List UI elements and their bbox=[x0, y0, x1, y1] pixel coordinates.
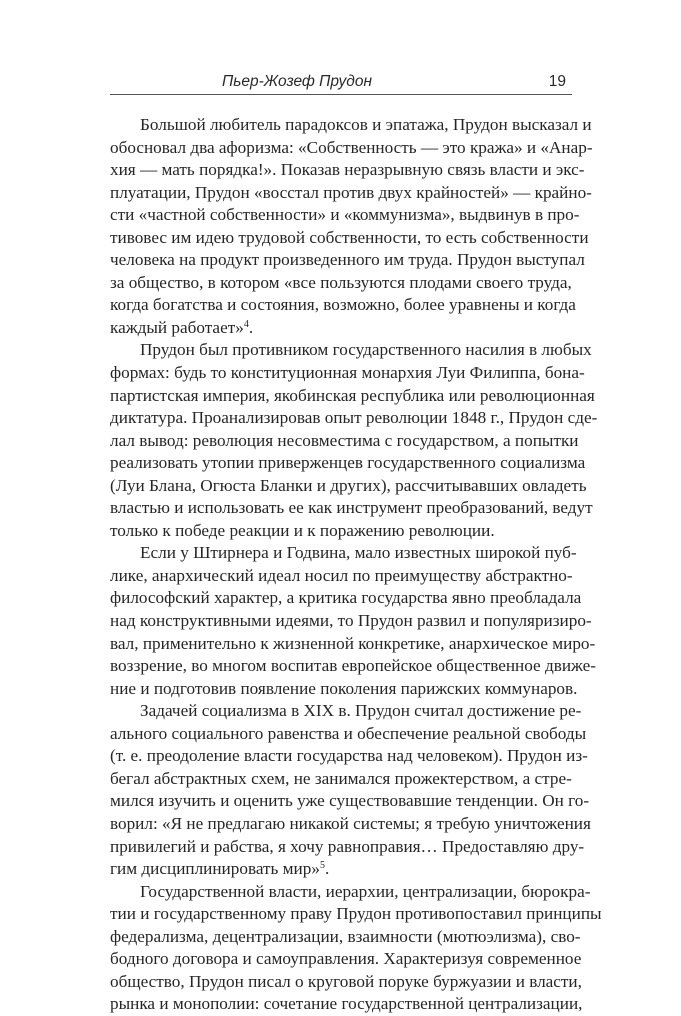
body-text bbox=[110, 114, 602, 1016]
text-line: Большой любитель парадоксов и эпатажа, Прудон высказал и bbox=[140, 115, 592, 134]
text-line-content: гим дисциплинировать мир» bbox=[110, 859, 320, 879]
footnote-marker: 4 bbox=[243, 318, 249, 330]
text-line: Задачей социализма в XIX в. Прудон считал достижение ре- bbox=[140, 701, 582, 721]
text-line: человека на продукт произведенного им труда. Прудон выступал bbox=[110, 250, 585, 270]
text-line: (т. е. преодоление власти государства над человеком). Прудон из- bbox=[110, 746, 588, 766]
text-line: Если у Штирнера и Годвина, мало известных широкой пуб- bbox=[140, 543, 577, 563]
text-line: привилегий и рабства, я хочу равноправия… Предоставляю дру- bbox=[110, 836, 585, 856]
paragraph bbox=[110, 700, 591, 880]
text-line: тии и государственному праву Прудон противопоставил принципы bbox=[110, 904, 602, 924]
text-line: Государственной власти, иерархии, централизации, бюрокра- bbox=[140, 881, 591, 901]
text-line: (Луи Блана, Огюста Бланки и других), рассчитывавших овладеть bbox=[110, 475, 587, 495]
text-line: плуатации, Прудон «восстал против двух крайностей» — крайно- bbox=[110, 182, 592, 202]
text-line: лал вывод: революция несовместима с государством, а попытки bbox=[110, 430, 579, 450]
text-line: реализовать утопии приверженцев государственного социализма bbox=[110, 453, 586, 473]
text-line: общество, Прудон писал о круговой поруке буржуазии и власти, bbox=[110, 971, 582, 991]
paragraph bbox=[110, 114, 593, 339]
running-header-title: Пьер-Жозеф Прудон bbox=[222, 73, 372, 90]
text-line: только к победе реакции и к поражению революции. bbox=[110, 520, 495, 540]
text-line: каждый работает»$^4$. bbox=[110, 317, 254, 337]
text-line: обосновал два афоризма: «Собственность — это кража» и «Анар- bbox=[110, 137, 593, 157]
text-line-content: каждый работает» bbox=[110, 317, 244, 337]
paragraph bbox=[110, 542, 597, 700]
text-line: лике, анархический идеал носил по преимуществу абстрактно- bbox=[110, 565, 573, 585]
page-number: 19 bbox=[548, 73, 566, 90]
text-line: бегал абстрактных схем, не занимался прожектерством, а стре- bbox=[110, 768, 572, 788]
text-line: когда богатства и состояния, возможно, более уравнены и когда bbox=[110, 295, 576, 315]
footnote-marker: 5 bbox=[319, 860, 325, 872]
text-line: воззрение, во многом воспитав европейское общественное движе- bbox=[110, 656, 597, 676]
text-line: мился изучить и оценить уже существовавшие тенденции. Он го- bbox=[110, 791, 590, 811]
paragraph bbox=[110, 881, 602, 1016]
text-line: хия — мать порядка!». Показав неразрывную связь власти и экс- bbox=[110, 160, 585, 180]
text-line: федерализма, децентрализации, взаимности (мютюэлизма), сво- bbox=[110, 926, 581, 946]
header-rule bbox=[110, 94, 572, 95]
text-line: ального социального равенства и обеспечение реальной свободы bbox=[110, 723, 587, 743]
text-line: над конструктивными идеями, то Прудон развил и популяризиро- bbox=[110, 611, 592, 631]
running-header bbox=[110, 72, 572, 96]
text-line: формах: будь то конституционная монархия Луи Филиппа, бона- bbox=[110, 363, 585, 383]
text-line: ворил: «Я не предлагаю никакой системы; я требую уничтожения bbox=[110, 813, 591, 833]
text-line: философский характер, а критика государства явно преобладала bbox=[110, 588, 582, 608]
text-line: тивовес им идею трудовой собственности, то есть собственности bbox=[110, 227, 589, 247]
text-line: гим дисциплинировать мир»$^5$. bbox=[110, 859, 330, 879]
text-line: ние и подготовив появление поколения парижских коммунаров. bbox=[110, 678, 578, 698]
paragraph bbox=[110, 339, 598, 542]
text-line: вал, применительно к жизненной конкретике, анархическое миро- bbox=[110, 633, 596, 653]
text-line: властью и использовать ее как инструмент преобразований, ведут bbox=[110, 498, 593, 518]
text-line: сти «частной собственности» и «коммунизма», выдвинув в про- bbox=[110, 205, 580, 225]
text-line: диктатура. Проанализировав опыт революции 1848 г., Прудон сде- bbox=[110, 408, 598, 428]
text-line: бодного договора и самоуправления. Характеризуя современное bbox=[110, 949, 582, 969]
text-line: Прудон был противником государственного насилия в любых bbox=[140, 340, 592, 360]
text-line: партистская империя, якобинская республика или революционная bbox=[110, 385, 595, 405]
text-line: за общество, в котором «все пользуются плодами своего труда, bbox=[110, 272, 572, 292]
text-line: рынка и монополии: сочетание государственной централизации, bbox=[110, 994, 583, 1014]
